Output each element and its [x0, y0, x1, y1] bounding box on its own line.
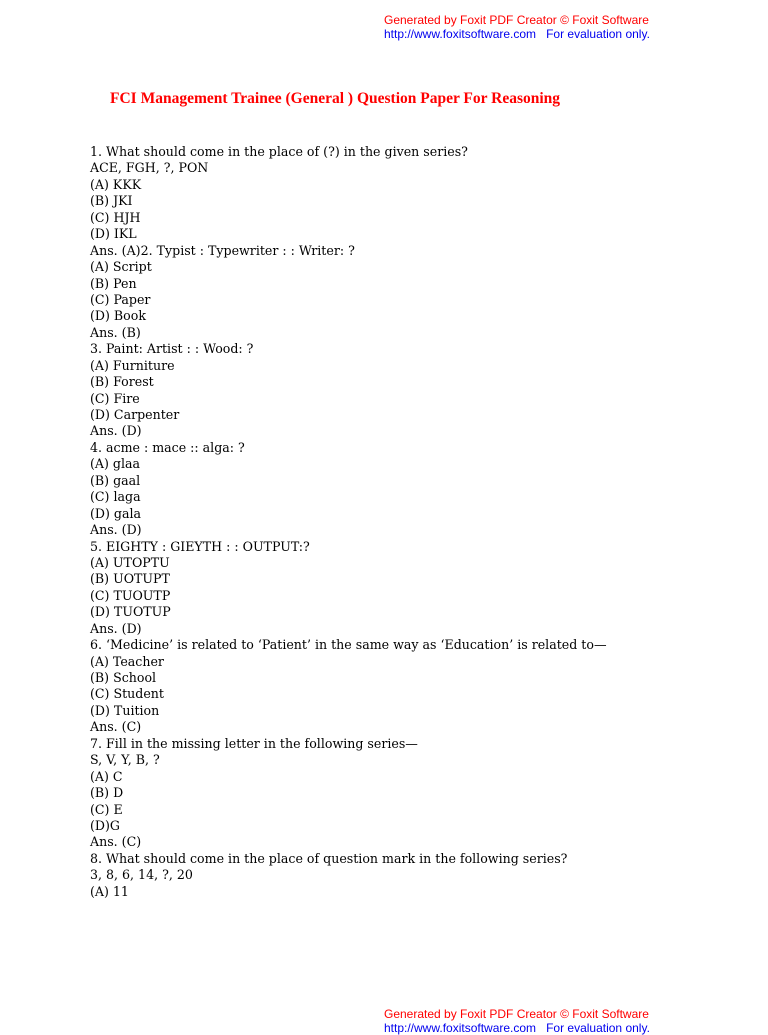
text-line: (B) D: [90, 785, 124, 801]
watermark-footer-url-line: [384, 1021, 650, 1035]
text-line: (C) HJH: [90, 209, 141, 225]
text-line: (B) JKI: [90, 193, 133, 209]
text-line: (D) Carpenter: [90, 407, 180, 422]
text-line: (B) gaal: [90, 472, 141, 488]
text-line: (A) 11: [90, 883, 129, 899]
text-line: (C) TUOUTP: [90, 587, 171, 603]
watermark-footer: [384, 1007, 650, 1035]
text-line: (D)G: [90, 817, 120, 833]
text-line: (D) Book: [90, 308, 146, 324]
text-line: (A) UTOPTU: [90, 554, 170, 570]
text-line: Ans. (C): [90, 719, 142, 735]
text-line: Ans. (D): [90, 423, 142, 439]
page-title: FCI Management Trainee (General ) Question Paper For Reasoning: [110, 90, 561, 107]
text-line: (C) Paper: [90, 291, 151, 307]
text-line: 6. ‘Medicine’ is related to ‘Patient’ in the same way as ‘Education’ is related to—: [90, 637, 607, 653]
watermark-url-link[interactable]: http://www.foxitsoftware.com: [384, 27, 537, 41]
text-line: 3, 8, 6, 14, ?, 20: [90, 867, 193, 883]
text-line: (A) Teacher: [90, 653, 164, 669]
watermark-header: [384, 13, 650, 41]
watermark-generated-text: Generated by Foxit PDF Creator © Foxit Software: [384, 13, 649, 27]
text-line: (B) UOTUPT: [90, 571, 170, 587]
text-line: (A) C: [90, 768, 123, 784]
text-line: (A) Furniture: [90, 357, 175, 373]
text-line: 4. acme : mace :: alga: ?: [90, 439, 245, 455]
text-line: (D) gala: [90, 505, 142, 521]
text-line: 1. What should come in the place of (?) in the given series?: [90, 144, 468, 159]
watermark-footer-url-link[interactable]: http://www.foxitsoftware.com: [384, 1021, 537, 1035]
watermark-url-line: [384, 27, 650, 41]
watermark-evaluation-text: For evaluation only.: [546, 27, 650, 41]
text-line: 7. Fill in the missing letter in the following series—: [90, 735, 418, 751]
text-line: 5. EIGHTY : GIEYTH : : OUTPUT:?: [90, 538, 310, 554]
text-line: (A) Script: [90, 259, 152, 275]
watermark-footer-generated-text: Generated by Foxit PDF Creator © Foxit Software: [384, 1007, 649, 1021]
text-line: Ans. (C): [90, 834, 142, 850]
question-list: [90, 144, 607, 900]
text-line: (D) TUOTUP: [90, 604, 171, 620]
text-line: Ans. (A)2. Typist : Typewriter : : Writer: ?: [90, 242, 355, 258]
text-line: Ans. (D): [90, 522, 142, 538]
text-line: (A) KKK: [90, 176, 142, 192]
text-line: (B) School: [90, 670, 157, 685]
text-line: 8. What should come in the place of question mark in the following series?: [90, 850, 568, 866]
text-line: (D) Tuition: [90, 702, 160, 718]
text-line: Ans. (B): [90, 324, 141, 340]
text-line: (C) Fire: [90, 390, 140, 406]
text-line: (C) laga: [90, 489, 141, 505]
watermark-footer-evaluation-text: For evaluation only.: [546, 1021, 650, 1035]
text-line: (B) Forest: [90, 374, 154, 390]
text-line: Ans. (D): [90, 620, 142, 636]
text-line: (C) E: [90, 801, 123, 817]
text-line: ACE, FGH, ?, PON: [90, 160, 209, 176]
text-line: 3. Paint: Artist : : Wood: ?: [90, 341, 254, 357]
text-line: (A) glaa: [90, 456, 141, 472]
text-line: (B) Pen: [90, 275, 137, 291]
text-line: (D) IKL: [90, 226, 137, 242]
text-line: S, V, Y, B, ?: [90, 752, 160, 768]
text-line: (C) Student: [90, 686, 164, 702]
